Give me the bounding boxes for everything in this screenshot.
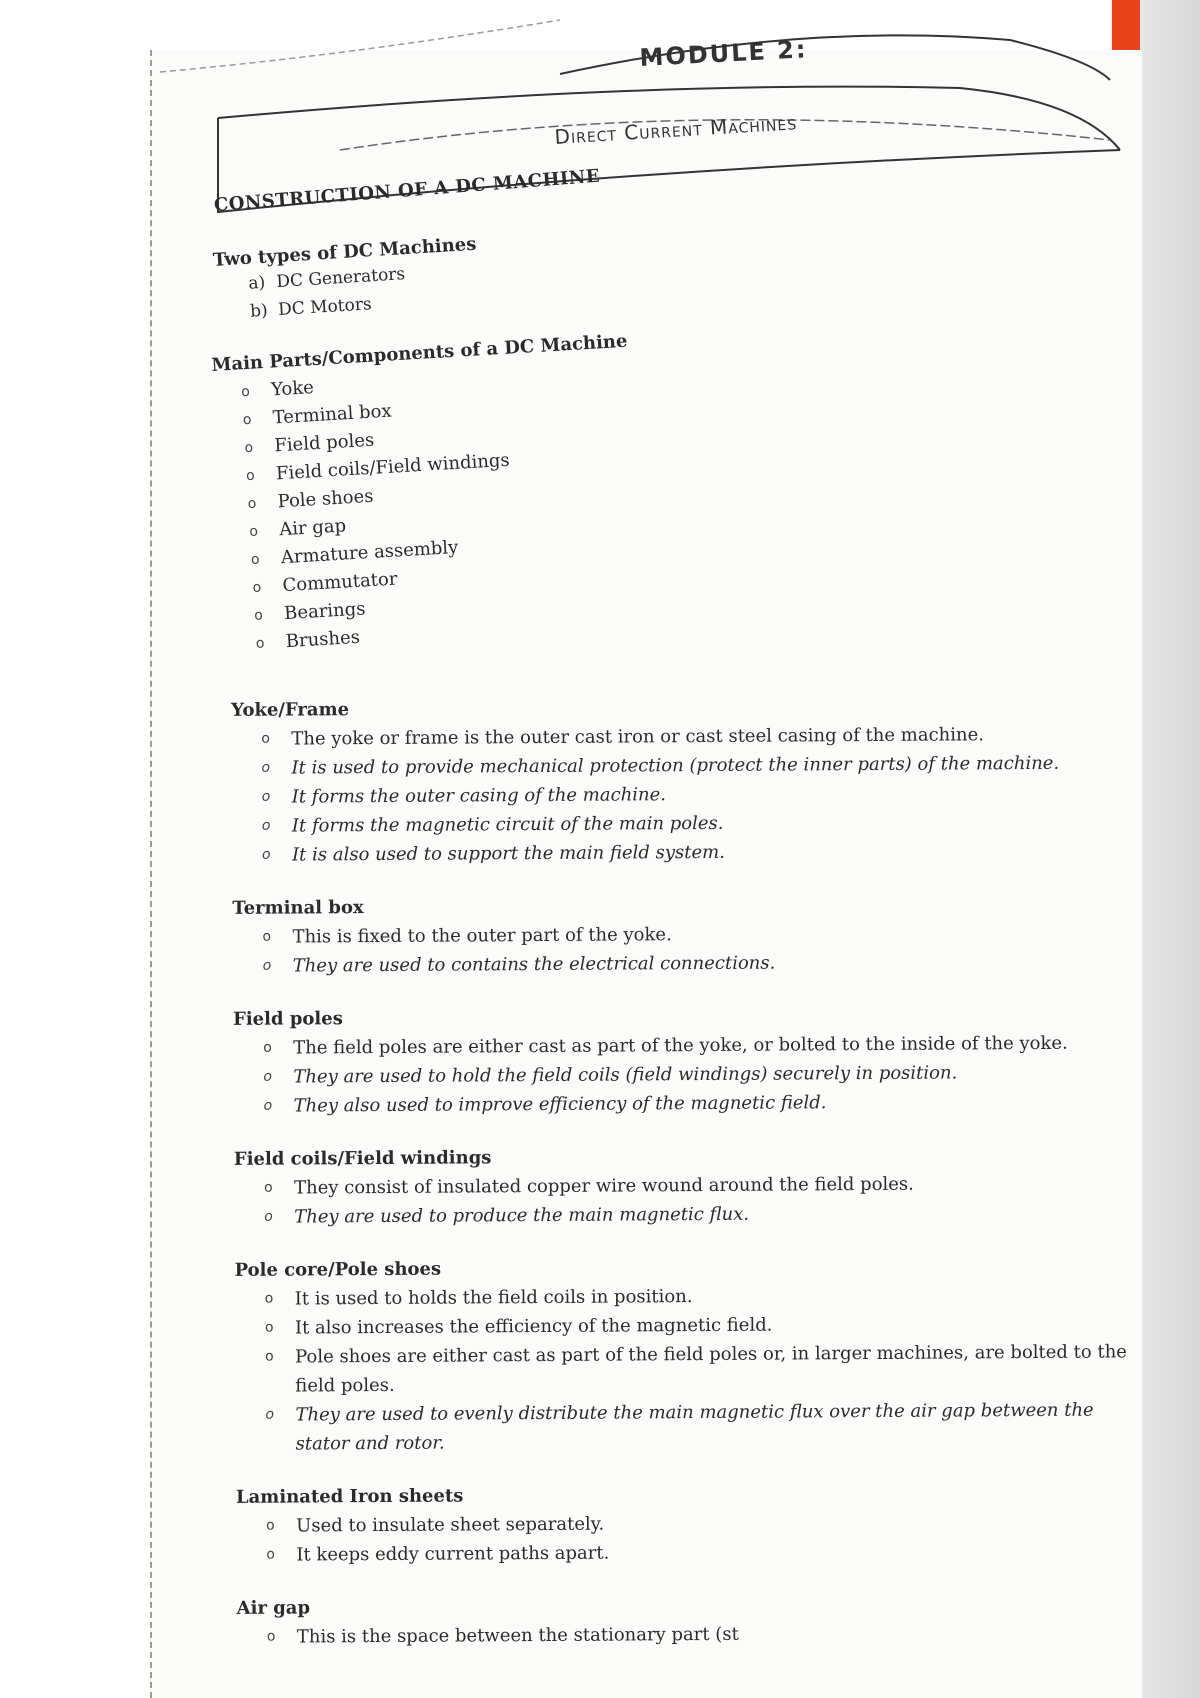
section-air-gap bbox=[219, 1592, 1139, 1652]
types-item: b) DC Motors bbox=[249, 294, 373, 322]
list-item: o It also increases the efficiency of the magnetic field. bbox=[217, 1308, 1137, 1343]
list-item: o Used to insulate sheet separately. bbox=[218, 1506, 1138, 1541]
list-item: o Field coils/Field windings bbox=[217, 410, 1137, 492]
module-title: MODULE 2: bbox=[638, 35, 809, 72]
machine-types bbox=[212, 193, 1133, 327]
section-field-poles bbox=[215, 1003, 1136, 1121]
document-content bbox=[210, 165, 1139, 1652]
list-item: o This is the space between the stationary part (st bbox=[219, 1617, 1139, 1652]
section-terminal-box bbox=[214, 892, 1134, 981]
module-subtitle: Direct Current Machines bbox=[553, 110, 798, 149]
list-item: o Armature assembly bbox=[222, 494, 1142, 576]
section-heading: Yoke/Frame bbox=[231, 699, 350, 721]
list-item: o It is used to holds the field coils in position. bbox=[217, 1279, 1137, 1314]
section-list bbox=[216, 1168, 1136, 1232]
list-item: o Terminal box bbox=[214, 354, 1134, 436]
list-item: o Brushes bbox=[227, 578, 1147, 660]
list-item: o They are used to contains the electrical connections. bbox=[215, 946, 1135, 981]
section-field-coils bbox=[216, 1143, 1136, 1232]
list-item: o Field poles bbox=[216, 382, 1136, 464]
section-heading: Field coils/Field windings bbox=[233, 1147, 492, 1170]
main-parts bbox=[211, 301, 1147, 659]
list-item: o They are used to hold the field coils (field windings) securely in position. bbox=[215, 1057, 1135, 1092]
types-item: a) DC Generators bbox=[247, 264, 406, 294]
list-item: o It keeps eddy current paths apart. bbox=[218, 1535, 1138, 1570]
section-list bbox=[219, 1617, 1139, 1652]
list-item: o They consist of insulated copper wire wound around the field poles. bbox=[216, 1168, 1136, 1203]
types-heading: Two types of DC Machines bbox=[212, 233, 477, 271]
section-list bbox=[218, 1506, 1138, 1570]
list-item: o Bearings bbox=[226, 550, 1146, 632]
list-item: o The field poles are either cast as part of the yoke, or bolted to the inside of the yoke. bbox=[215, 1028, 1135, 1063]
list-item: o It is also used to support the main field system. bbox=[214, 835, 1134, 870]
list-item: o Air gap bbox=[221, 466, 1141, 548]
list-item: o They are used to produce the main magnetic flux. bbox=[216, 1197, 1136, 1232]
parts-list bbox=[212, 326, 1147, 659]
section-list bbox=[215, 1028, 1136, 1121]
list-item: o Commutator bbox=[224, 522, 1144, 604]
list-item: o It is used to provide mechanical protection (protect the inner parts) of the machine. bbox=[213, 748, 1133, 783]
page-title: CONSTRUCTION OF A DC MACHINE bbox=[213, 165, 601, 216]
section-heading: Air gap bbox=[236, 1597, 311, 1619]
list-item: o It forms the outer casing of the machine. bbox=[214, 777, 1134, 812]
section-list bbox=[214, 917, 1134, 981]
list-item: o It forms the magnetic circuit of the main poles. bbox=[214, 806, 1134, 841]
list-item: o Pole shoes bbox=[219, 438, 1139, 520]
section-pole-shoes bbox=[217, 1254, 1138, 1459]
section-list bbox=[217, 1279, 1138, 1459]
list-item: o They are used to evenly distribute the main magnetic flux over the air gap between the stator and rotor. bbox=[217, 1395, 1137, 1459]
list-item: o This is fixed to the outer part of the yoke. bbox=[214, 917, 1134, 952]
section-heading: Pole core/Pole shoes bbox=[234, 1258, 442, 1281]
list-item: o Yoke bbox=[212, 326, 1132, 408]
list-item: o They also used to improve efficiency of the magnetic field. bbox=[215, 1086, 1135, 1121]
section-heading: Field poles bbox=[232, 1008, 343, 1030]
list-item: o The yoke or frame is the outer cast iron or cast steel casing of the machine. bbox=[213, 719, 1133, 754]
section-heading: Terminal box bbox=[232, 897, 364, 919]
parts-heading: Main Parts/Components of a DC Machine bbox=[210, 330, 628, 376]
list-item: o Pole shoes are either cast as part of the field poles or, in larger machines, are bolted to the field poles. bbox=[217, 1337, 1137, 1401]
section-laminated-sheets bbox=[218, 1481, 1138, 1570]
section-list bbox=[213, 719, 1134, 870]
section-yoke bbox=[213, 694, 1134, 870]
section-heading: Laminated Iron sheets bbox=[235, 1485, 464, 1508]
